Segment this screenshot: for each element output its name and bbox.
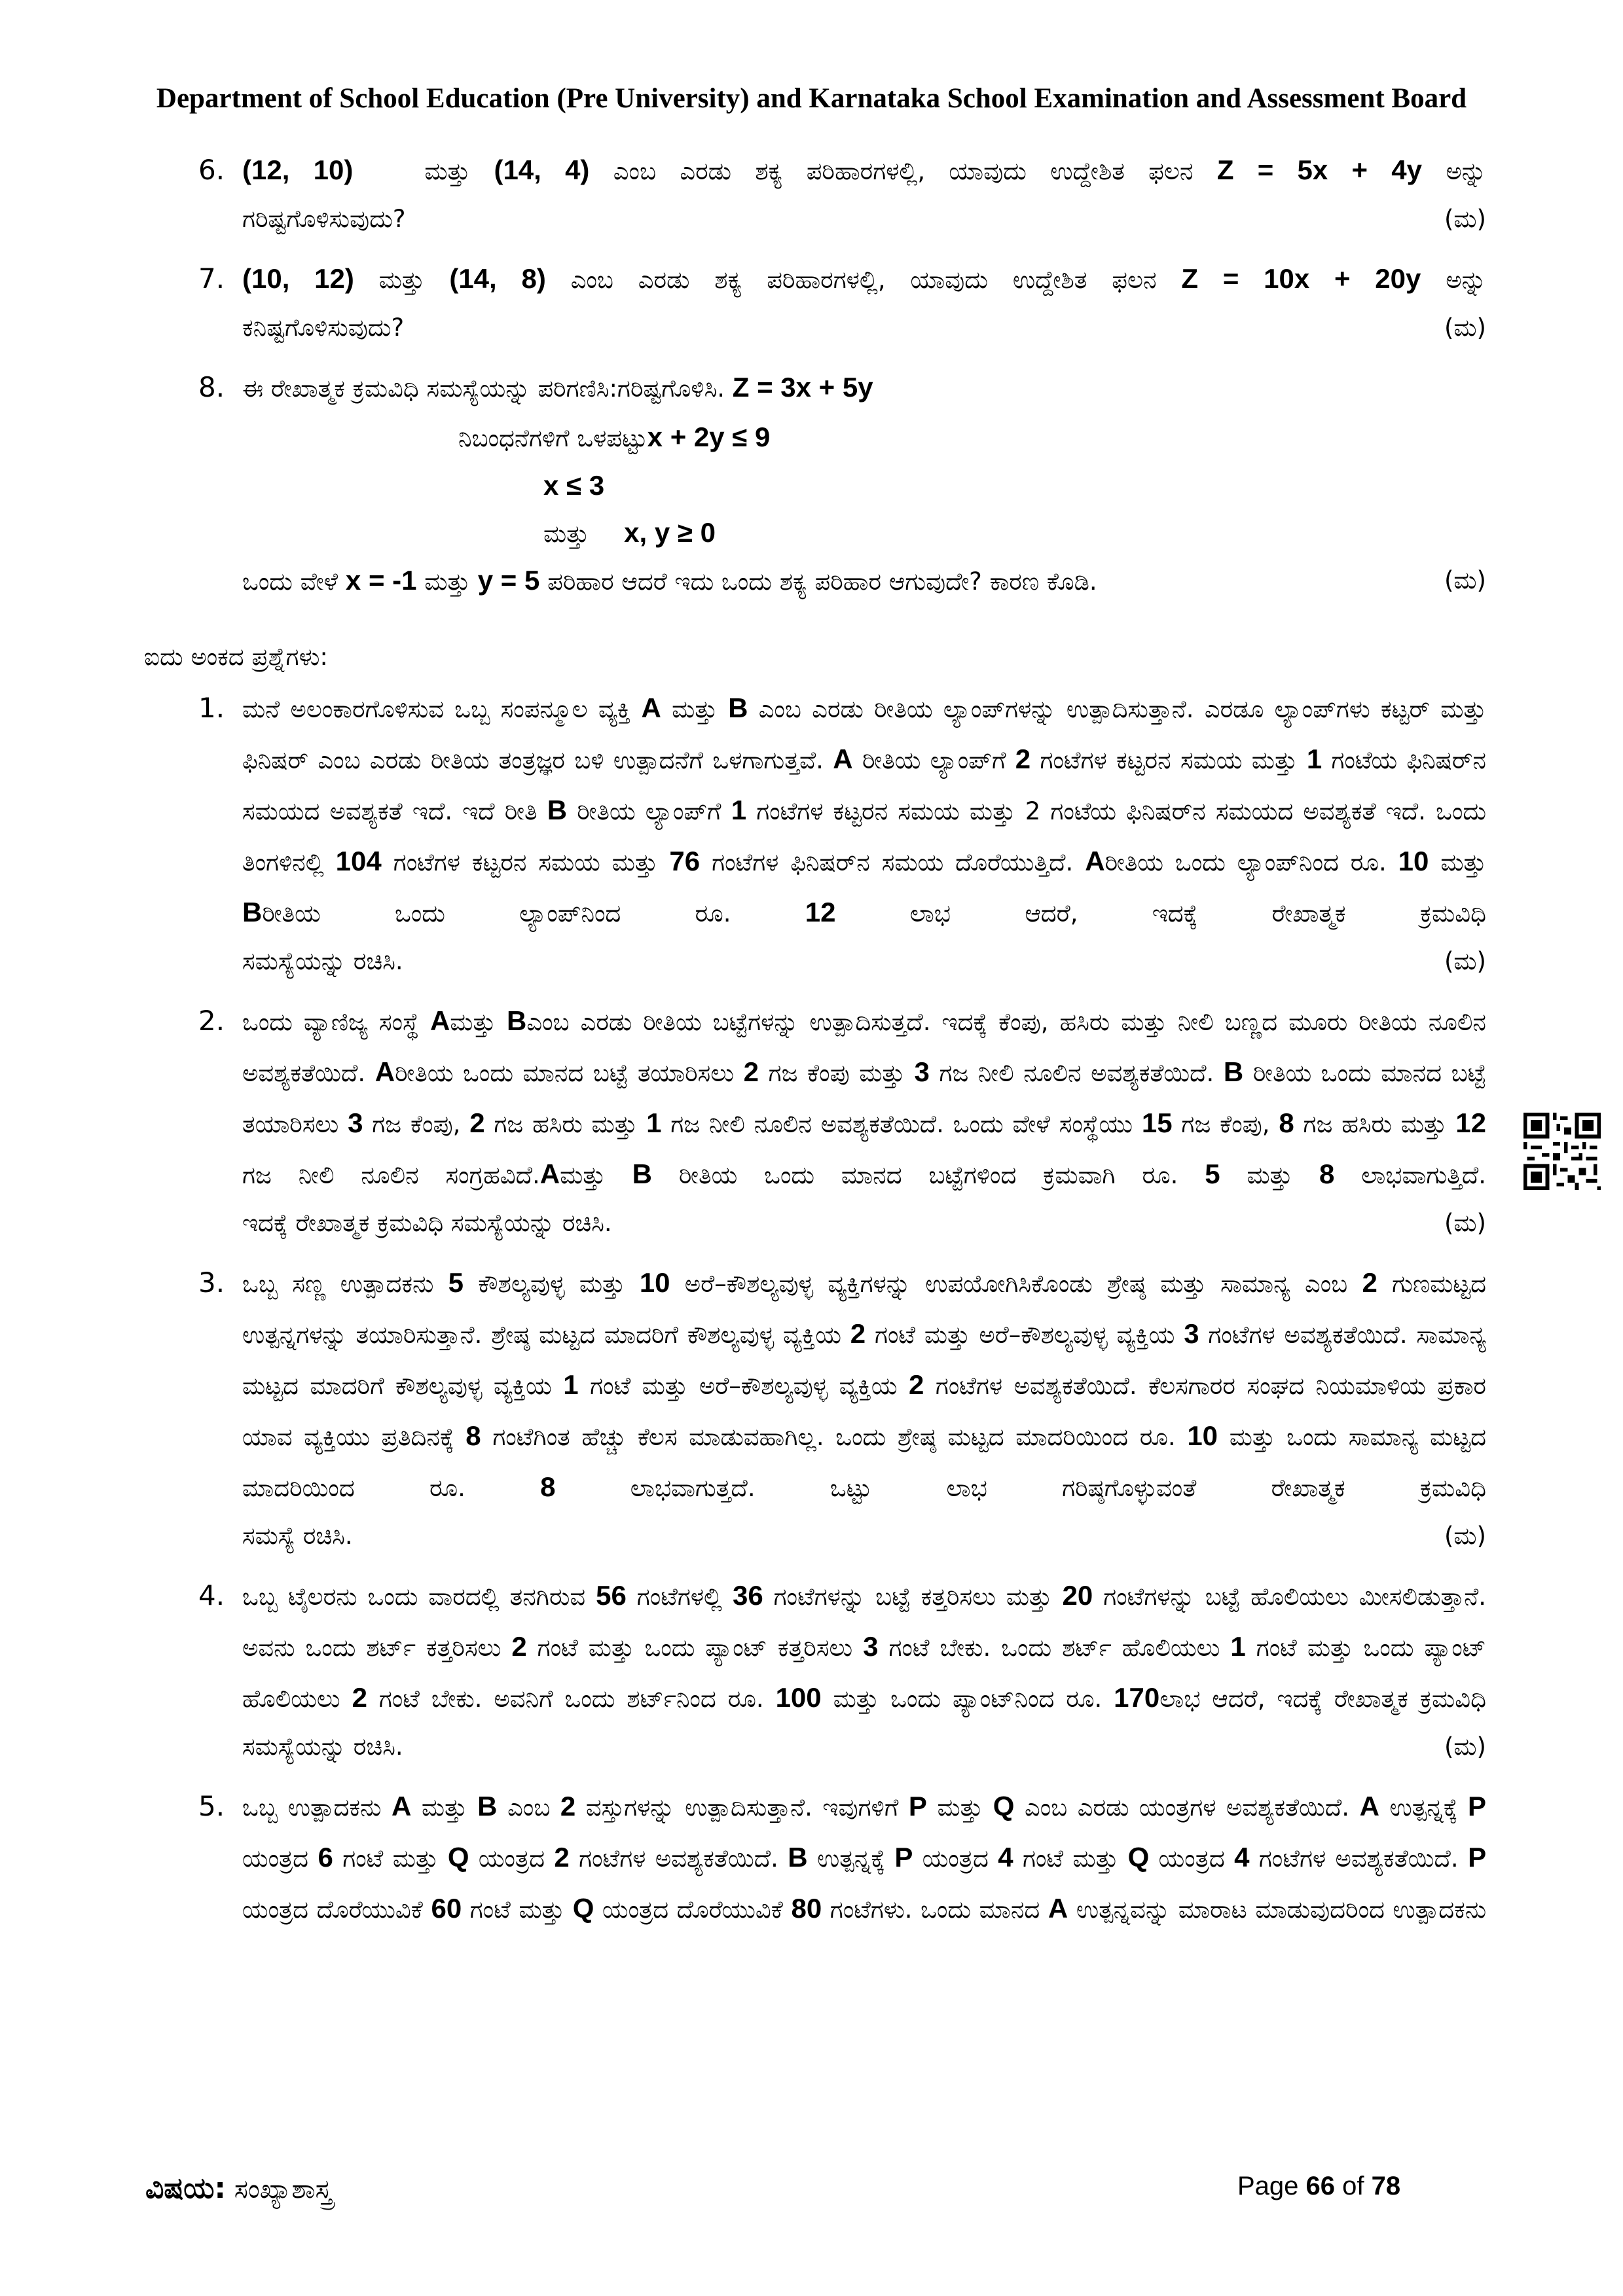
section-title: ಐದು ಅಂಕದ ಪ್ರಶ್ನೆಗಳು: [144, 643, 328, 671]
of-word: of [1342, 2172, 1364, 2200]
text: ಕೌಶಲ್ಯವುಳ್ಳ ಮತ್ತು [478, 1270, 625, 1298]
text: ಗಜ ಹಸಿರು ಮತ್ತು [1303, 1110, 1447, 1138]
text: ಒಂದು ವ್ಯಾಣಿಜ್ಯ ಸಂಸ್ಥೆ [242, 1008, 419, 1036]
var: P [908, 1791, 927, 1821]
text: ಯಂತ್ರದ [922, 1844, 989, 1873]
text: ಗಂಟೆ ಮತ್ತು [342, 1844, 439, 1873]
num: 2 [554, 1842, 570, 1873]
var: A [374, 1056, 395, 1087]
text: ಸಮಸ್ಯೆಯನ್ನು ರಚಿಸಿ. [242, 947, 403, 975]
point-1: (10, 12) [242, 263, 354, 294]
y-value: y = 5 [477, 565, 540, 596]
problem-1 [144, 683, 1493, 984]
text: ಪರಿಹಾರ ಆದರೆ ಇದು ಒಂದು ಶಕ್ಯ ಪರಿಹಾರ ಆಗುವುದೇ? ಕಾರಣ ಕೊಡಿ. [547, 567, 1097, 596]
var: Q [1127, 1842, 1150, 1873]
problem-2 [144, 996, 1493, 1246]
current-page: 66 [1305, 2172, 1336, 2200]
problem-4 [144, 1571, 1493, 1770]
text: ಮತ್ತು ಒಂದು ಪ್ಯಾಂಟ್‌ನಿಂದ ರೂ. [833, 1685, 1103, 1713]
text: ಗರಿಷ್ಟಗೊಳಿಸುವುದು? [242, 205, 406, 233]
question-number: 5. [198, 1790, 225, 1822]
question-text [242, 1571, 1486, 1724]
num: 4 [998, 1842, 1013, 1873]
text: ಒಂದು ವೇಳೆ [242, 567, 338, 596]
var: B [632, 1158, 653, 1189]
text: ಮತ್ತು [672, 695, 718, 723]
text: ಲಾಭವಾಗುತ್ತಿದೆ. [1361, 1161, 1487, 1189]
text: ಗಂಟೆಗಳನ್ನು ಬಟ್ಟೆ ಕತ್ತರಿಸಲು ಮತ್ತು [773, 1583, 1052, 1611]
var: B [507, 1005, 527, 1036]
text: ಗಜ ನೀಲಿ ನೂಲಿನ ಅವಶ್ಯಕತೆಯಿದೆ. [939, 1059, 1214, 1087]
text: ಗಂಟೆ ಬೇಕು. ಅವನಿಗೆ ಒಂದು ಶರ್ಟ್‌ನಿಂದ ರೂ. [378, 1685, 764, 1713]
question-number: 1. [198, 692, 225, 724]
num: 2 [850, 1318, 866, 1349]
constraints-line-3 [242, 509, 1493, 558]
text: ಒಬ್ಬ ಸಣ್ಣ ಉತ್ಪಾದಕನು [242, 1270, 434, 1298]
subject-name: ಸಂಖ್ಯಾಶಾಸ್ತ್ರ [234, 2174, 333, 2204]
objective-function: Z = 5x + 4y [1216, 154, 1422, 185]
text: ರೀತಿಯ ಲ್ಯಾಂಪ್‌ಗೆ [862, 746, 1006, 774]
num: 4 [1234, 1842, 1250, 1873]
num: 2 [1362, 1267, 1377, 1298]
var: Q [572, 1893, 594, 1924]
num: 170 [1114, 1682, 1160, 1713]
text: ಮತ್ತು [543, 520, 589, 548]
question-last-line [242, 558, 1486, 605]
text: ಮತ್ತು [424, 567, 470, 596]
num: 20 [1062, 1580, 1093, 1611]
point-2: (14, 4) [494, 154, 590, 185]
num: 1 [563, 1369, 579, 1400]
question-6 [144, 145, 1493, 242]
text: ಗಂಟೆಗಳು. ಒಂದು ಮಾನದ [830, 1895, 1040, 1924]
text: ಮತ್ತು [421, 1793, 467, 1821]
var: A [1359, 1791, 1379, 1821]
text: ಎಂಬ ಎರಡು ರೀತಿಯ ಲ್ಯಾಂಪ್‌ಗಳನ್ನು ಉತ್ಪಾದಿಸುತ್ತಾನೆ. ಎರಡೂ ಲ್ಯಾಂಪ್‌ಗಳು ಕಟ್ಟರ್ ಮತ್ತು ಫಿನಿಷರ್ ಎಂಬ ಎರಡು ರೀತಿಯ ತಂತ್ರಜ್ಞರ ಬಳಿ ಉತ್ಪಾದನೆಗೆ ಒಳಗಾಗುತ್ತವೆ. [242, 695, 1487, 774]
var: Q [447, 1842, 469, 1873]
question-last-line [242, 1724, 1486, 1770]
page-header: Department of School Education (Pre University) and Karnataka School Examination and Assessment Board [156, 83, 1467, 114]
var: A [1085, 846, 1105, 876]
text: ಗಂಟೆ ಮತ್ತು ಒಂದು ಪ್ಯಾಂಟ್ ಕತ್ತರಿಸಲು [537, 1634, 853, 1662]
text: ಅನ್ನು [1446, 266, 1486, 294]
num: 12 [1455, 1107, 1486, 1138]
var: A [539, 1158, 560, 1189]
num: 100 [775, 1682, 822, 1713]
text: ಉತ್ಪನ್ನವನ್ನು ಮಾರಾಟ ಮಾಡುವುದರಿಂದ ಉತ್ಪಾದಕನು [1076, 1895, 1487, 1924]
text: ಈ ರೇಖಾತ್ಮಕ ಕ್ರಮವಿಧಿ ಸಮಸ್ಯೆಯನ್ನು ಪರಿಗಣಿಸಿ:ಗರಿಷ್ಟಗೊಳಿಸಿ. [242, 374, 725, 403]
num: 1 [731, 795, 747, 825]
question-last-line [242, 196, 1486, 242]
text: ಗಜ ನೀಲಿ ನೂಲಿನ ಅವಶ್ಯಕತೆಯಿದೆ. ಒಂದು ವೇಳೆ ಸಂಸ್ಥೆಯು [670, 1110, 1133, 1138]
text: ಗಂಟೆಗಿಂತ ಹೆಚ್ಚು ಕೆಲಸ ಮಾಡುವಹಾಗಿಲ್ಲ. ಒಂದು ಶ್ರೇಷ್ಠ ಮಟ್ಟದ ಮಾದರಿಯಿಂದ ರೂ. [492, 1423, 1176, 1451]
num: 1 [1306, 744, 1322, 774]
num: 76 [669, 846, 701, 876]
problem-3 [144, 1258, 1493, 1559]
text: ಗಂಟೆ ಮತ್ತು ಒಂದು ಪ್ಯಾಂಟ್ ಹೊಲಿಯಲು [242, 1634, 1486, 1713]
var: P [1468, 1791, 1487, 1821]
text: ಮತ್ತು [424, 157, 471, 185]
text: ಯಂತ್ರದ [1158, 1844, 1225, 1873]
footer-page-number [1237, 2172, 1400, 2201]
num: 2 [1015, 744, 1031, 774]
mark-label: (ಮ) [1444, 566, 1486, 594]
num: 8 [1319, 1158, 1335, 1189]
text: ಉತ್ಪನ್ನಕ್ಕೆ [1389, 1793, 1458, 1821]
num: 2 [511, 1631, 527, 1662]
num: 10 [639, 1267, 670, 1298]
text: ಸಮಸ್ಯೆಯನ್ನು ರಚಿಸಿ. [242, 1732, 403, 1761]
text: ಗಂಟೆಗಳ ಅವಶ್ಯಕತೆಯಿದೆ. [579, 1844, 778, 1873]
question-text [242, 145, 1486, 196]
text: ಎಂಬ ಎರಡು ಶಕ್ಯ ಪರಿಹಾರಗಳಲ್ಲಿ, ಯಾವುದು ಉದ್ದೇಶಿತ ಫಲನ [570, 266, 1157, 294]
question-last-line [242, 305, 1486, 351]
question-7 [144, 254, 1493, 351]
text: ಗಂಟೆ ಮತ್ತು [1023, 1844, 1119, 1873]
text: ಗಂಟೆ ಮತ್ತು ಅರೆ–ಕೌಶಲ್ಯವುಳ್ಳ ವ್ಯಕ್ತಿಯ [590, 1372, 898, 1400]
text: ಗಂಟೆಗಳ ಅವಶ್ಯಕತೆಯಿದೆ. [1258, 1844, 1459, 1873]
text: ಒಬ್ಬ ಉತ್ಪಾದಕನು [242, 1793, 382, 1821]
text: ಗುಣಮಟ್ಟದ ಉತ್ಪನ್ನಗಳನ್ನು ತಯಾರಿಸುತ್ತಾನೆ. ಶ್ರೇಷ್ಠ ಮಟ್ಟದ ಮಾದರಿಗೆ ಕೌಶಲ್ಯವುಳ್ಳ ವ್ಯಕ್ತಿಯ [242, 1270, 1487, 1349]
num: 6 [318, 1842, 333, 1873]
var: Q [993, 1791, 1015, 1821]
text: ಗಂಟೆ ಬೇಕು. ಒಂದು ಶರ್ಟ್ ಹೊಲಿಯಲು [888, 1634, 1220, 1662]
constraint: x, y ≥ 0 [624, 517, 716, 548]
num: 2 [909, 1369, 924, 1400]
var: P [894, 1842, 913, 1873]
text: ಎಂಬ ಎರಡು ಶಕ್ಯ ಪರಿಹಾರಗಳಲ್ಲಿ, ಯಾವುದು ಉದ್ದೇಶಿತ ಫಲನ [613, 157, 1194, 185]
text: ಗಂಟೆ ಮತ್ತು [469, 1895, 565, 1924]
text: ರೀತಿಯ ಒಂದು ಮಾನದ ಬಟ್ಟೆ ತಯಾರಿಸಲು [242, 1059, 1487, 1138]
text: ಗಂಟೆಗಳಲ್ಲಿ [636, 1583, 722, 1611]
num: 2 [743, 1056, 759, 1087]
num: 2 [352, 1682, 367, 1713]
num: 5 [448, 1267, 464, 1298]
question-number: 7. [198, 262, 225, 295]
question-number: 2. [198, 1005, 225, 1037]
text: ರೀತಿಯ ಒಂದು ಮಾನದ ಬಟ್ಟೆಗಳಿಂದ ಕ್ರಮವಾಗಿ ರೂ. [678, 1161, 1178, 1189]
text: ಯಂತ್ರದ ದೊರೆಯುವಿಕೆ [242, 1895, 423, 1924]
text: ಅನ್ನು [1446, 157, 1487, 185]
text: ಕನಿಷ್ಟಗೊಳಿಸುವುದು? [242, 314, 405, 342]
text: ಯಂತ್ರದ ದೊರೆಯುವಿಕೆ [602, 1895, 783, 1924]
mark-label: (ಮ) [1444, 1732, 1486, 1761]
text: ಒಬ್ಬ ಟೈಲರನು ಒಂದು ವಾರದಲ್ಲಿ ತನಗಿರುವ [242, 1583, 586, 1611]
num: 5 [1205, 1158, 1220, 1189]
question-last-line [242, 939, 1486, 984]
text: ಎಂಬ [507, 1793, 551, 1821]
text: ಎಂಬ ಎರಡು ರೀತಿಯ ಬಟ್ಟೆಗಳನ್ನು ಉತ್ಪಾದಿಸುತ್ತದೆ. ಇದಕ್ಕೆ ಕೆಂಪು, ಹಸಿರು ಮತ್ತು ನೀಲಿ ಬಣ್ಣದ ಮೂರು ರೀತಿಯ ನೂಲಿನ ಅವಶ್ಯಕತೆಯಿದೆ. [242, 1008, 1487, 1087]
mark-label: (ಮ) [1444, 1522, 1486, 1550]
text: ಗಂಟೆಗಳನ್ನು ಬಟ್ಟೆ ಹೊಲಿಯಲು ಮೀಸಲಿಡುತ್ತಾನೆ. ಅವನು ಒಂದು ಶರ್ಟ್ ಕತ್ತರಿಸಲು [242, 1583, 1486, 1662]
text: ಮತ್ತು [378, 266, 425, 294]
question-last-line [242, 1513, 1486, 1559]
text: ಮನೆ ಅಲಂಕಾರಗೊಳಿಸುವ ಒಬ್ಬ ಸಂಪನ್ಮೂಲ ವ್ಯಕ್ತಿ [242, 695, 631, 723]
total-pages: 78 [1371, 2172, 1401, 2200]
question-text [242, 1258, 1486, 1513]
mark-label: (ಮ) [1444, 947, 1486, 975]
num: 8 [540, 1471, 556, 1502]
question-text [242, 996, 1486, 1200]
var: A [833, 744, 853, 774]
mark-label: (ಮ) [1444, 205, 1486, 233]
problem-5 [144, 1782, 1493, 1935]
var: B [477, 1791, 498, 1821]
text: ಮತ್ತು [560, 1161, 606, 1189]
constraints-label: ನಿಬಂಧನೆಗಳಿಗೆ ಒಳಪಟ್ಟು [458, 424, 647, 452]
question-text [242, 683, 1486, 939]
text: ಗಂಟೆಯ ಫಿನಿಷರ್‌ನ ಸಮಯದ ಅವಶ್ಯಕತೆ ಇದೆ. ಇದೆ ರೀತಿ [242, 746, 1486, 825]
question-8 [144, 363, 1493, 605]
question-number: 6. [198, 154, 225, 186]
num: 3 [1184, 1318, 1199, 1349]
objective-function: Z = 3x + 5y [732, 372, 873, 403]
num: 3 [863, 1631, 879, 1662]
text: ಗಜ ಹಸಿರು ಮತ್ತು [494, 1110, 638, 1138]
question-number: 8. [198, 371, 225, 403]
text: ಲಾಭವಾಗುತ್ತದೆ. ಒಟ್ಟು ಲಾಭ ಗರಿಷ್ಠಗೊಳ್ಳುವಂತೆ ರೇಖಾತ್ಮಕ ಕ್ರಮವಿಧಿ [630, 1474, 1486, 1502]
var: B [728, 692, 748, 723]
text: ಗಜ ನೀಲಿ ನೂಲಿನ ಸಂಗ್ರಹವಿದೆ. [242, 1161, 540, 1189]
question-text [242, 1782, 1486, 1935]
text: ವಸ್ತುಗಳನ್ನು ಉತ್ಪಾದಿಸುತ್ತಾನೆ. ಇವುಗಳಿಗೆ [585, 1793, 899, 1821]
point-2: (14, 8) [449, 263, 546, 294]
num: 1 [646, 1107, 662, 1138]
subject-label: ವಿಷಯ: [145, 2172, 227, 2205]
text: ಗಂಟೆಗಳ ಕಟ್ಟರನ ಸಮಯ ಮತ್ತು [1040, 746, 1298, 774]
text: ಗಜ ಕೆಂಪು ಮತ್ತು [768, 1059, 905, 1087]
text: ಸಮಸ್ಯೆ ರಚಿಸಿ. [242, 1522, 353, 1550]
num: 10 [1187, 1420, 1218, 1451]
text: ರೀತಿಯ ಒಂದು ಲ್ಯಾಂಪ್‌ನಿಂದ ರೂ. [262, 899, 731, 927]
qr-code [1523, 1113, 1601, 1190]
text: ಗಜ ಕೆಂಪು, [1181, 1110, 1270, 1138]
var: A [391, 1791, 412, 1821]
var: A [429, 1005, 450, 1036]
constraint: x ≤ 3 [543, 470, 605, 501]
text: ಲಾಭ ಆದರೆ, ಇದಕ್ಕೆ ರೇಖಾತ್ಮಕ ಕ್ರಮವಿಧಿ [1159, 1685, 1486, 1713]
num: 2 [469, 1107, 485, 1138]
num: 56 [596, 1580, 627, 1611]
var: A [641, 692, 661, 723]
constraints-line-1 [242, 414, 1493, 462]
text: ಗಂಟೆಗಳ ಅವಶ್ಯಕತೆಯಿದೆ. ಸಾಮಾನ್ಯ ಮಟ್ಟದ ಮಾದರಿಗೆ ಕೌಶಲ್ಯವುಳ್ಳ ವ್ಯಕ್ತಿಯ [242, 1321, 1487, 1400]
text: ಗಂಟೆ ಮತ್ತು ಅರೆ–ಕೌಶಲ್ಯವುಳ್ಳ ವ್ಯಕ್ತಿಯ [874, 1321, 1175, 1349]
text: ರೀತಿಯ ಒಂದು ಲ್ಯಾಂಪ್‌ನಿಂದ ರೂ. [1104, 848, 1387, 876]
text: ಗಂಟೆಗಳ ಅವಶ್ಯಕತೆಯಿದೆ. ಕೆಲಸಗಾರರ ಸಂಘದ ನಿಯಮಾಳಿಯ ಪ್ರಕಾರ ಯಾವ ವ್ಯಕ್ತಿಯು ಪ್ರತಿದಿನಕ್ಕೆ [242, 1372, 1486, 1451]
text: ಗಂಟೆಗಳ ಕಟ್ಟರನ ಸಮಯ ಮತ್ತು 2 ಗಂಟೆಯ ಫಿನಿಷರ್‌ನ ಸಮಯದ ಅವಶ್ಯಕತೆ ಇದೆ. ಒಂದು ತಿಂಗಳಿನಲ್ಲಿ [242, 797, 1487, 876]
text: ಯಂತ್ರದ [478, 1844, 545, 1873]
num: 15 [1141, 1107, 1173, 1138]
text: ಯಂತ್ರದ [242, 1844, 309, 1873]
text: ಗಂಟೆಗಳ ಫಿನಿಷರ್‌ನ ಸಮಯ ದೊರೆಯುತ್ತಿದೆ. [712, 848, 1074, 876]
constraints-line-2 [242, 462, 1493, 509]
var: A [1048, 1893, 1068, 1924]
objective-function: Z = 10x + 20y [1181, 263, 1421, 294]
text: ಉತ್ಪನ್ನಕ್ಕೆ [817, 1844, 885, 1873]
text: ಮತ್ತು [1247, 1161, 1293, 1189]
text: ಇದಕ್ಕೆ ರೇಖಾತ್ಮಕ ಕ್ರಮವಿಧಿ ಸಮಸ್ಯೆಯನ್ನು ರಚಿಸಿ. [242, 1209, 612, 1237]
var: P [1468, 1842, 1487, 1873]
num: 2 [560, 1791, 576, 1821]
var: B [242, 897, 263, 927]
text: ಮತ್ತು [937, 1793, 983, 1821]
text: ಎಂಬ ಎರಡು ಯಂತ್ರಗಳ ಅವಶ್ಯಕತೆಯಿದೆ. [1025, 1793, 1350, 1821]
num: 3 [348, 1107, 363, 1138]
page-content [144, 145, 1493, 1946]
var: B [547, 795, 568, 825]
footer-subject [145, 2172, 332, 2205]
question-number: 4. [198, 1579, 225, 1611]
question-text [242, 254, 1486, 305]
text: ಮತ್ತು ಒಂದು ಸಾಮಾನ್ಯ ಮಟ್ಟದ ಮಾದರಿಯಿಂದ ರೂ. [242, 1423, 1486, 1502]
text: ರೀತಿಯ ಒಂದು ಮಾನದ ಬಟ್ಟೆ ತಯಾರಿಸಲು [395, 1059, 735, 1087]
num: 10 [1398, 846, 1429, 876]
mark-label: (ಮ) [1444, 1209, 1486, 1237]
num: 80 [791, 1893, 822, 1924]
question-last-line [242, 1200, 1486, 1246]
text: ರೀತಿಯ ಲ್ಯಾಂಪ್‌ಗೆ [577, 797, 721, 825]
point-1: (12, 10) [242, 154, 354, 185]
question-text [242, 363, 1493, 414]
text: ಲಾಭ ಆದರೆ, ಇದಕ್ಕೆ ರೇಖಾತ್ಮಕ ಕ್ರಮವಿಧಿ [909, 899, 1486, 927]
num: 8 [465, 1420, 481, 1451]
page-word: Page [1237, 2172, 1299, 2200]
num: 104 [335, 846, 382, 876]
num: 3 [914, 1056, 930, 1087]
constraint: x + 2y ≤ 9 [647, 422, 771, 452]
x-value: x = -1 [345, 565, 417, 596]
num: 12 [805, 897, 836, 927]
question-number: 3. [198, 1266, 225, 1299]
text: ಅರೆ–ಕೌಶಲ್ಯವುಳ್ಳ ವ್ಯಕ್ತಿಗಳನ್ನು ಉಪಯೋಗಿಸಿಕೊಂಡು ಶ್ರೇಷ್ಠ ಮತ್ತು ಸಾಮಾನ್ಯ ಎಂಬ [684, 1270, 1348, 1298]
text: ಮತ್ತು [450, 1008, 496, 1036]
num: 60 [431, 1893, 462, 1924]
var: B [1223, 1056, 1244, 1087]
num: 1 [1230, 1631, 1246, 1662]
text: ಮತ್ತು [1440, 848, 1487, 876]
text: ಗಂಟೆಗಳ ಕಟ್ಟರನ ಸಮಯ ಮತ್ತು [393, 848, 658, 876]
mark-label: (ಮ) [1444, 314, 1486, 342]
num: 8 [1279, 1107, 1294, 1138]
text: ಗಜ ಕೆಂಪು, [372, 1110, 461, 1138]
var: B [788, 1842, 808, 1873]
num: 36 [732, 1580, 763, 1611]
